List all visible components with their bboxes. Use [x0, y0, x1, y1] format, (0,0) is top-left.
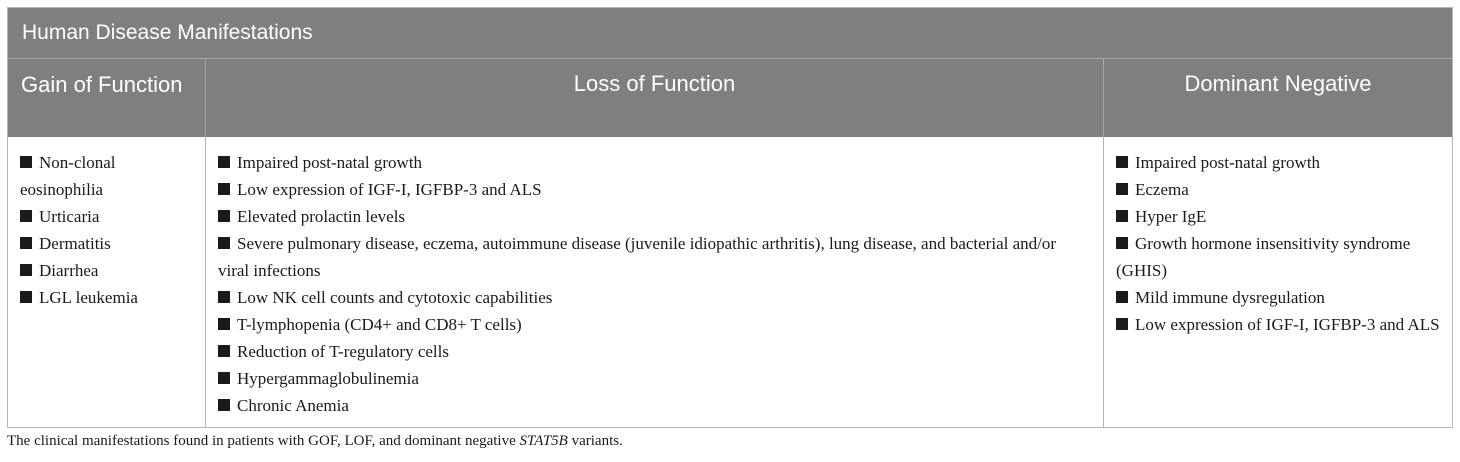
- header-loss-of-function: Loss of Function: [205, 59, 1103, 137]
- list-item: [1116, 149, 1440, 176]
- list-item: [20, 284, 193, 311]
- list-item-text: Severe pulmonary disease, eczema, autoimmune disease (juvenile idiopathic arthritis), lung disease, and bacterial and/or viral infections: [218, 234, 1057, 280]
- square-bullet-icon: [1116, 237, 1128, 249]
- list-item-text: Eczema: [1135, 180, 1189, 199]
- square-bullet-icon: [1116, 318, 1128, 330]
- list-item: [20, 149, 193, 203]
- list-item-text: Elevated prolactin levels: [237, 207, 406, 226]
- square-bullet-icon: [218, 183, 230, 195]
- square-bullet-icon: [1116, 291, 1128, 303]
- disease-table: [7, 7, 1453, 428]
- square-bullet-icon: [1116, 210, 1128, 222]
- list-item-text: Non-clonal eosinophilia: [20, 153, 116, 199]
- dominant-negative-cell: [1103, 137, 1452, 427]
- list-item: [20, 230, 193, 257]
- square-bullet-icon: [218, 318, 230, 330]
- list-item-text: Impaired post-natal growth: [237, 153, 423, 172]
- list-item: [20, 257, 193, 284]
- list-item: [218, 203, 1091, 230]
- list-item-text: Chronic Anemia: [237, 396, 349, 415]
- square-bullet-icon: [20, 210, 32, 222]
- list-item-text: Reduction of T-regulatory cells: [237, 342, 449, 361]
- list-item-text: Diarrhea: [39, 261, 99, 280]
- table-caption: [7, 433, 623, 450]
- caption-prefix: The clinical manifestations found in patients with GOF, LOF, and dominant negative: [7, 433, 520, 449]
- table-title: [8, 8, 1452, 58]
- loss-of-function-list: [218, 149, 1091, 419]
- list-item-text: Low expression of IGF-I, IGFBP-3 and ALS: [1135, 315, 1440, 334]
- caption-suffix: variants.: [567, 433, 623, 449]
- gain-of-function-cell: [8, 137, 205, 427]
- square-bullet-icon: [20, 156, 32, 168]
- list-item-text: Low expression of IGF-I, IGFBP-3 and ALS: [237, 180, 542, 199]
- square-bullet-icon: [218, 345, 230, 357]
- loss-of-function-cell: [205, 137, 1103, 427]
- square-bullet-icon: [218, 399, 230, 411]
- square-bullet-icon: [218, 372, 230, 384]
- gain-of-function-list: [20, 149, 193, 311]
- list-item: [218, 176, 1091, 203]
- list-item: [1116, 203, 1440, 230]
- table-body-row: [8, 137, 1452, 427]
- list-item-text: Impaired post-natal growth: [1135, 153, 1321, 172]
- square-bullet-icon: [218, 237, 230, 249]
- list-item: [1116, 284, 1440, 311]
- list-item: [218, 149, 1091, 176]
- list-item-text: T-lymphopenia (CD4+ and CD8+ T cells): [237, 315, 522, 334]
- dominant-negative-list: [1116, 149, 1440, 338]
- list-item: [1116, 230, 1440, 284]
- list-item-text: Urticaria: [39, 207, 100, 226]
- square-bullet-icon: [1116, 156, 1128, 168]
- list-item-text: Low NK cell counts and cytotoxic capabilities: [237, 288, 553, 307]
- list-item: [218, 284, 1091, 311]
- square-bullet-icon: [218, 291, 230, 303]
- table-title-text: Human Disease Manifestations: [22, 21, 313, 44]
- list-item: [218, 392, 1091, 419]
- list-item-text: Hypergammaglobulinemia: [237, 369, 419, 388]
- list-item-text: LGL leukemia: [39, 288, 138, 307]
- square-bullet-icon: [218, 210, 230, 222]
- list-item-text: Dermatitis: [39, 234, 111, 253]
- caption-gene: STAT5B: [519, 433, 568, 449]
- square-bullet-icon: [218, 156, 230, 168]
- list-item: [218, 338, 1091, 365]
- column-header-row: [8, 58, 1452, 137]
- list-item-text: Hyper IgE: [1135, 207, 1207, 226]
- header-gain-of-function: Gain of Function: [21, 72, 183, 97]
- square-bullet-icon: [20, 264, 32, 276]
- square-bullet-icon: [20, 291, 32, 303]
- header-dominant-negative: Dominant Negative: [1103, 59, 1452, 137]
- list-item: [218, 365, 1091, 392]
- list-item-text: Mild immune dysregulation: [1135, 288, 1325, 307]
- list-item: [218, 230, 1091, 284]
- square-bullet-icon: [20, 237, 32, 249]
- list-item: [20, 203, 193, 230]
- list-item: [1116, 176, 1440, 203]
- list-item-text: Growth hormone insensitivity syndrome (GHIS): [1116, 234, 1411, 280]
- square-bullet-icon: [1116, 183, 1128, 195]
- list-item: [1116, 311, 1440, 338]
- list-item: [218, 311, 1091, 338]
